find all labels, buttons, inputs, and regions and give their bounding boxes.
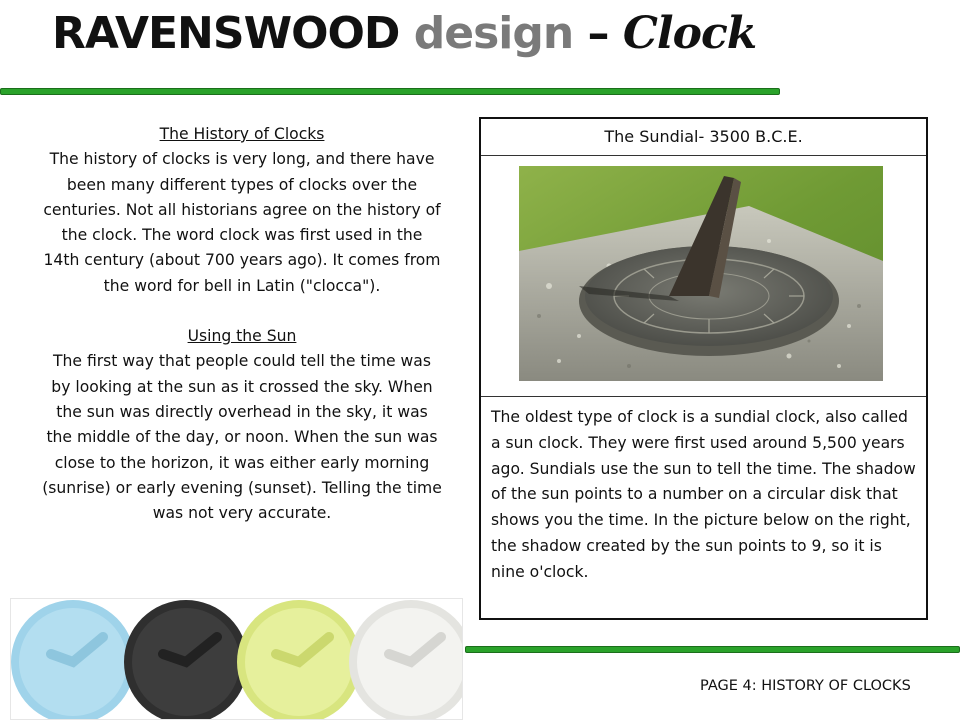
sundial-table [479,117,928,620]
brand-name: RAVENSWOOD [52,8,400,59]
black-clock [124,600,248,720]
sun-heading: Using the Sun [187,327,297,346]
sundial-description: The oldest type of clock is a sundial clock, also called a sun clock. They were first used around 5,500 years ago. Sundials use the sun to tell the time. The shadow of the sun points to a number on a circular disk that shows you the time. In the picture below on the right, the shadow created by the sun points to 9, so it is nine o'clock. [491,408,916,581]
sun-text: The first way that people could tell the time was by looking at the sun as it crossed the sky. When the sun was directly overhead in the sky, it was the middle of the day, or noon. When the sun was close to the horizon, it was either early morning (sunrise) or early evening (sunset). Telling the time was not very accurate. [42,352,442,523]
title-topic: Clock [622,8,757,59]
history-text: The history of clocks is very long, and there have been many different types of clocks over the centuries. Not all historians agree on the history of the clock. The word clock was first used in the 14th century (about 700 years ago). It comes from the word for bell in Latin ("clocca"). [43,150,441,295]
sundial-title: The Sundial- 3500 B.C.E. [481,119,926,156]
top-divider [0,88,780,95]
wall-clocks-photo [10,598,463,720]
sundial-image-cell [481,156,926,397]
sundial-photo [519,166,883,381]
history-heading: The History of Clocks [159,125,325,143]
yellow-clock [237,600,361,720]
history-column [42,122,442,526]
page-title [52,8,756,59]
blue-clock [11,600,135,720]
bottom-divider [465,646,960,653]
title-dash: – [587,8,609,59]
page-footer: PAGE 4: HISTORY OF CLOCKS [700,678,911,694]
brand-design: design [413,8,574,59]
